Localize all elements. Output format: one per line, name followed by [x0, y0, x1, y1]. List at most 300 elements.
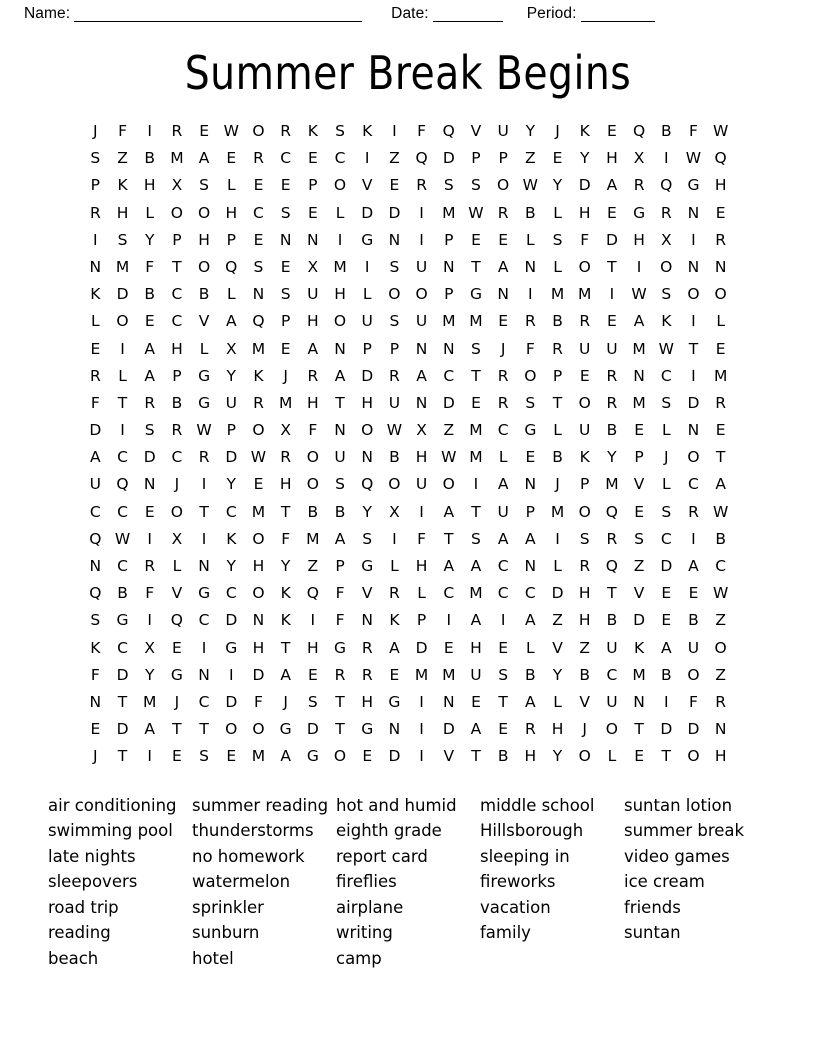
grid-cell[interactable]: I — [528, 285, 533, 304]
grid-cell[interactable]: G — [306, 747, 319, 766]
grid-cell[interactable]: C — [117, 557, 128, 575]
word-list-item[interactable]: no homework — [192, 846, 305, 866]
grid-cell[interactable]: I — [636, 257, 642, 276]
grid-cell[interactable]: X — [171, 176, 183, 195]
grid-cell[interactable]: P — [362, 339, 372, 358]
grid-cell[interactable]: N — [307, 230, 319, 249]
grid-cell[interactable]: O — [333, 312, 347, 331]
grid-cell[interactable]: N — [361, 448, 374, 467]
word-list-item[interactable]: vacation — [480, 897, 551, 917]
grid-cell[interactable]: K — [661, 312, 672, 331]
word-list-item[interactable]: video games — [624, 846, 730, 866]
grid-cell[interactable]: K — [307, 122, 318, 140]
grid-cell[interactable]: A — [443, 557, 455, 575]
grid-cell[interactable]: O — [388, 285, 401, 304]
grid-cell[interactable]: A — [416, 366, 427, 385]
grid-cell[interactable]: A — [497, 529, 509, 548]
grid-cell[interactable]: H — [252, 557, 265, 575]
grid-cell[interactable]: N — [89, 257, 102, 276]
grid-cell[interactable]: E — [253, 230, 264, 249]
grid-cell[interactable]: E — [715, 339, 726, 358]
grid-cell[interactable]: A — [144, 339, 156, 358]
word-list-item[interactable]: friends — [624, 897, 681, 917]
grid-cell[interactable]: E — [144, 312, 155, 331]
grid-cell[interactable]: S — [389, 312, 400, 331]
grid-cell[interactable]: C — [524, 584, 536, 603]
grid-cell[interactable]: T — [117, 747, 128, 766]
grid-cell[interactable]: U — [225, 393, 237, 412]
grid-cell[interactable]: B — [606, 421, 618, 440]
grid-cell[interactable]: W — [386, 421, 403, 440]
grid-cell[interactable]: H — [470, 638, 482, 657]
grid-cell[interactable]: D — [388, 203, 401, 222]
grid-cell[interactable]: S — [498, 665, 509, 684]
grid-cell[interactable]: O — [306, 475, 319, 494]
grid-cell[interactable]: M — [550, 502, 565, 521]
grid-cell[interactable]: R — [253, 149, 264, 168]
grid-cell[interactable]: I — [228, 665, 234, 684]
grid-cell[interactable]: H — [361, 692, 374, 711]
grid-cell[interactable]: A — [334, 366, 346, 385]
grid-cell[interactable]: R — [389, 584, 400, 603]
grid-cell[interactable]: E — [172, 747, 182, 766]
grid-cell[interactable]: A — [525, 529, 536, 548]
grid-cell[interactable]: O — [687, 747, 700, 766]
grid-cell[interactable]: I — [691, 230, 696, 249]
word-list-item[interactable]: writing — [336, 923, 393, 943]
grid-cell[interactable]: N — [415, 393, 428, 412]
grid-cell[interactable]: I — [691, 366, 696, 385]
grid-cell[interactable]: S — [199, 747, 210, 766]
grid-cell[interactable]: L — [118, 366, 127, 385]
grid-cell[interactable]: H — [578, 584, 591, 603]
grid-cell[interactable]: N — [388, 230, 401, 249]
grid-cell[interactable]: I — [147, 529, 152, 548]
grid-cell[interactable]: P — [471, 149, 481, 168]
grid-cell[interactable]: O — [170, 203, 183, 222]
grid-cell[interactable]: Y — [552, 176, 563, 195]
grid-cell[interactable]: M — [115, 257, 130, 276]
grid-cell[interactable]: E — [661, 584, 672, 603]
grid-cell[interactable]: C — [171, 312, 183, 331]
word-list-item[interactable]: eighth grade — [336, 821, 442, 841]
grid-cell[interactable]: H — [171, 339, 183, 358]
grid-cell[interactable]: I — [120, 421, 125, 440]
grid-cell[interactable]: E — [253, 176, 264, 195]
grid-cell[interactable]: O — [497, 176, 510, 195]
grid-cell[interactable]: S — [471, 339, 481, 358]
grid-cell[interactable]: D — [89, 421, 102, 440]
grid-cell[interactable]: A — [688, 557, 699, 575]
grid-cell[interactable]: S — [443, 176, 454, 195]
grid-cell[interactable]: U — [415, 312, 428, 331]
grid-cell[interactable]: I — [663, 692, 669, 711]
grid-cell[interactable]: D — [361, 366, 374, 385]
grid-cell[interactable]: Y — [144, 665, 155, 684]
grid-cell[interactable]: E — [607, 312, 617, 331]
grid-cell[interactable]: H — [279, 475, 292, 494]
grid-cell[interactable]: C — [171, 285, 183, 304]
grid-cell[interactable]: H — [633, 230, 645, 249]
grid-cell[interactable]: X — [171, 529, 183, 548]
grid-cell[interactable]: R — [606, 529, 618, 548]
grid-cell[interactable]: D — [225, 448, 238, 467]
grid-cell[interactable]: M — [442, 312, 456, 331]
grid-cell[interactable]: W — [658, 339, 674, 358]
grid-cell[interactable]: E — [634, 747, 644, 766]
grid-cell[interactable]: Q — [442, 122, 455, 140]
grid-cell[interactable]: L — [172, 557, 182, 575]
word-list-item[interactable]: hot and humid — [336, 795, 457, 815]
grid-cell[interactable]: B — [525, 665, 536, 684]
grid-cell[interactable]: A — [443, 502, 455, 521]
grid-cell[interactable]: D — [306, 720, 319, 739]
grid-cell[interactable]: D — [361, 203, 374, 222]
grid-cell[interactable]: M — [170, 149, 184, 168]
word-list-item[interactable]: camp — [336, 949, 382, 969]
grid-cell[interactable]: P — [226, 230, 236, 249]
grid-cell[interactable]: H — [252, 638, 265, 657]
grid-cell[interactable]: E — [498, 312, 509, 331]
grid-cell[interactable]: G — [687, 176, 700, 195]
grid-cell[interactable]: N — [252, 285, 265, 304]
grid-cell[interactable]: S — [144, 421, 155, 440]
grid-cell[interactable]: R — [579, 557, 591, 575]
grid-cell[interactable]: N — [687, 421, 700, 440]
grid-cell[interactable]: E — [280, 339, 291, 358]
grid-cell[interactable]: E — [688, 584, 699, 603]
grid-cell[interactable]: L — [553, 257, 562, 276]
grid-cell[interactable]: W — [114, 529, 131, 548]
grid-cell[interactable]: N — [415, 339, 428, 358]
grid-cell[interactable]: H — [714, 747, 727, 766]
grid-cell[interactable]: O — [252, 122, 265, 140]
grid-cell[interactable]: T — [117, 393, 128, 412]
grid-cell[interactable]: C — [117, 502, 128, 521]
grid-cell[interactable]: P — [90, 176, 101, 195]
grid-cell[interactable]: D — [116, 665, 129, 684]
grid-cell[interactable]: A — [144, 720, 156, 739]
grid-cell[interactable]: A — [715, 475, 726, 494]
grid-cell[interactable]: U — [579, 421, 591, 440]
grid-cell[interactable]: E — [389, 665, 400, 684]
grid-cell[interactable]: P — [634, 448, 644, 467]
grid-cell[interactable]: H — [524, 747, 537, 766]
grid-cell[interactable]: U — [415, 475, 428, 494]
grid-cell[interactable]: R — [307, 366, 319, 385]
grid-cell[interactable]: R — [497, 203, 509, 222]
grid-cell[interactable]: B — [171, 393, 183, 412]
grid-cell[interactable]: T — [634, 720, 644, 739]
grid-cell[interactable]: C — [225, 502, 237, 521]
grid-cell[interactable]: A — [280, 747, 291, 766]
name-write-line[interactable] — [74, 8, 362, 22]
grid-cell[interactable]: P — [335, 557, 345, 575]
grid-cell[interactable]: T — [498, 692, 508, 711]
grid-cell[interactable]: A — [389, 638, 400, 657]
grid-cell[interactable]: E — [280, 176, 291, 195]
grid-cell[interactable]: L — [417, 584, 426, 603]
grid-cell[interactable]: Z — [443, 421, 455, 440]
grid-cell[interactable]: L — [145, 203, 155, 222]
grid-cell[interactable]: H — [415, 448, 428, 467]
grid-cell[interactable]: N — [633, 366, 645, 385]
grid-cell[interactable]: O — [225, 720, 238, 739]
grid-cell[interactable]: Q — [714, 149, 727, 168]
grid-cell[interactable]: E — [90, 339, 101, 358]
grid-cell[interactable]: F — [525, 339, 535, 358]
grid-cell[interactable]: J — [283, 366, 288, 385]
grid-cell[interactable]: K — [90, 285, 101, 304]
grid-cell[interactable]: F — [90, 393, 100, 412]
grid-cell[interactable]: R — [89, 366, 101, 385]
grid-cell[interactable]: G — [198, 366, 211, 385]
grid-cell[interactable]: Y — [552, 747, 563, 766]
grid-cell[interactable]: N — [334, 421, 346, 440]
grid-cell[interactable]: A — [334, 529, 346, 548]
grid-cell[interactable]: M — [469, 448, 483, 467]
grid-cell[interactable]: H — [361, 393, 374, 412]
grid-cell[interactable]: R — [280, 448, 292, 467]
word-list-item[interactable]: summer reading — [192, 795, 329, 815]
grid-cell[interactable]: S — [579, 529, 590, 548]
word-list-item[interactable]: late nights — [48, 846, 136, 866]
grid-cell[interactable]: G — [361, 557, 374, 575]
grid-cell[interactable]: Q — [252, 312, 265, 331]
grid-cell[interactable]: Q — [605, 557, 618, 575]
grid-cell[interactable]: H — [198, 230, 210, 249]
word-list-item[interactable]: family — [480, 923, 531, 943]
grid-cell[interactable]: N — [497, 285, 509, 304]
grid-cell[interactable]: N — [524, 475, 537, 494]
grid-cell[interactable]: I — [201, 529, 207, 548]
grid-cell[interactable]: F — [417, 122, 427, 140]
grid-cell[interactable]: S — [90, 611, 101, 630]
grid-cell[interactable]: K — [90, 638, 101, 657]
grid-cell[interactable]: Q — [89, 529, 102, 548]
grid-cell[interactable]: H — [307, 638, 319, 657]
grid-cell[interactable]: D — [415, 638, 428, 657]
grid-cell[interactable]: T — [172, 720, 182, 739]
grid-cell[interactable]: Z — [389, 149, 400, 168]
grid-cell[interactable]: O — [252, 720, 265, 739]
word-list-item[interactable]: sunburn — [192, 923, 260, 943]
grid-cell[interactable]: P — [444, 230, 454, 249]
grid-cell[interactable]: L — [526, 638, 535, 657]
grid-cell[interactable]: R — [660, 203, 672, 222]
grid-cell[interactable]: I — [120, 339, 125, 358]
grid-cell[interactable]: D — [687, 720, 700, 739]
grid-cell[interactable]: E — [226, 747, 237, 766]
grid-cell[interactable]: R — [497, 393, 509, 412]
grid-cell[interactable]: D — [116, 720, 129, 739]
grid-cell[interactable]: D — [442, 149, 455, 168]
grid-cell[interactable]: C — [117, 448, 128, 467]
grid-cell[interactable]: I — [663, 149, 669, 168]
grid-cell[interactable]: K — [362, 122, 373, 140]
grid-cell[interactable]: A — [633, 312, 645, 331]
grid-cell[interactable]: A — [660, 638, 672, 657]
grid-cell[interactable]: O — [116, 312, 129, 331]
grid-cell[interactable]: J — [500, 339, 506, 358]
grid-cell[interactable]: D — [551, 584, 564, 603]
grid-cell[interactable]: E — [443, 638, 454, 657]
grid-cell[interactable]: R — [144, 393, 156, 412]
grid-cell[interactable]: M — [713, 366, 728, 385]
grid-cell[interactable]: X — [416, 421, 427, 440]
grid-cell[interactable]: L — [553, 421, 562, 440]
grid-cell[interactable]: V — [633, 475, 645, 494]
grid-cell[interactable]: J — [283, 692, 288, 711]
grid-cell[interactable]: C — [225, 584, 237, 603]
grid-cell[interactable]: G — [198, 393, 211, 412]
grid-cell[interactable]: R — [715, 230, 727, 249]
grid-cell[interactable]: I — [419, 747, 424, 766]
word-list-item[interactable]: Hillsborough — [480, 821, 584, 841]
grid-cell[interactable]: L — [362, 285, 372, 304]
grid-cell[interactable]: L — [553, 557, 562, 575]
grid-cell[interactable]: R — [524, 720, 536, 739]
word-list-item[interactable]: report card — [336, 846, 428, 866]
grid-cell[interactable]: G — [225, 638, 238, 657]
grid-cell[interactable]: U — [606, 692, 618, 711]
word-list-item[interactable]: ice cream — [624, 872, 705, 892]
grid-cell[interactable]: P — [308, 176, 318, 195]
grid-cell[interactable]: N — [524, 257, 537, 276]
grid-cell[interactable]: Y — [280, 557, 291, 575]
grid-cell[interactable]: T — [715, 448, 726, 467]
grid-cell[interactable]: T — [335, 393, 345, 412]
grid-cell[interactable]: V — [198, 312, 210, 331]
grid-cell[interactable]: H — [578, 203, 591, 222]
grid-cell[interactable]: H — [578, 611, 591, 630]
grid-cell[interactable]: B — [497, 747, 509, 766]
grid-cell[interactable]: D — [660, 720, 673, 739]
grid-cell[interactable]: T — [607, 584, 617, 603]
grid-cell[interactable]: E — [90, 720, 101, 739]
grid-cell[interactable]: Q — [415, 149, 428, 168]
grid-cell[interactable]: J — [663, 448, 669, 467]
grid-cell[interactable]: I — [419, 203, 424, 222]
grid-cell[interactable]: Z — [552, 611, 563, 630]
grid-cell[interactable]: R — [280, 122, 292, 140]
grid-cell[interactable]: M — [251, 747, 266, 766]
grid-cell[interactable]: U — [361, 312, 373, 331]
grid-cell[interactable]: V — [361, 584, 373, 603]
grid-cell[interactable]: X — [144, 638, 156, 657]
grid-cell[interactable]: D — [225, 611, 238, 630]
grid-cell[interactable]: T — [471, 366, 481, 385]
grid-cell[interactable]: A — [525, 692, 536, 711]
grid-cell[interactable]: D — [143, 448, 156, 467]
grid-cell[interactable]: T — [199, 502, 209, 521]
grid-cell[interactable]: S — [552, 230, 563, 249]
grid-cell[interactable]: N — [279, 230, 292, 249]
grid-cell[interactable]: I — [691, 529, 696, 548]
grid-cell[interactable]: N — [714, 257, 727, 276]
grid-cell[interactable]: Y — [525, 122, 536, 140]
grid-cell[interactable]: V — [579, 692, 591, 711]
grid-cell[interactable]: S — [117, 230, 128, 249]
grid-cell[interactable]: C — [198, 692, 210, 711]
grid-cell[interactable]: S — [471, 176, 481, 195]
grid-cell[interactable]: L — [390, 557, 399, 575]
grid-cell[interactable]: P — [280, 312, 291, 331]
grid-cell[interactable]: W — [196, 421, 212, 440]
grid-cell[interactable]: H — [415, 557, 428, 575]
grid-cell[interactable]: N — [687, 203, 700, 222]
grid-cell[interactable]: N — [198, 665, 210, 684]
grid-cell[interactable]: P — [580, 475, 590, 494]
grid-cell[interactable]: X — [660, 230, 672, 249]
word-list-item[interactable]: air conditioning — [48, 795, 177, 815]
grid-cell[interactable]: K — [226, 529, 237, 548]
grid-cell[interactable]: R — [606, 393, 618, 412]
grid-cell[interactable]: I — [364, 149, 370, 168]
grid-cell[interactable]: X — [633, 149, 645, 168]
grid-cell[interactable]: F — [281, 529, 291, 548]
grid-cell[interactable]: O — [687, 448, 700, 467]
grid-cell[interactable]: I — [500, 611, 506, 630]
grid-cell[interactable]: G — [388, 692, 401, 711]
grid-cell[interactable]: I — [419, 502, 424, 521]
grid-cell[interactable]: B — [117, 584, 128, 603]
grid-cell[interactable]: T — [471, 747, 481, 766]
grid-cell[interactable]: W — [712, 502, 729, 521]
grid-cell[interactable]: S — [471, 529, 481, 548]
grid-cell[interactable]: D — [578, 176, 591, 195]
grid-cell[interactable]: R — [715, 393, 727, 412]
grid-cell[interactable]: O — [578, 257, 591, 276]
grid-cell[interactable]: O — [306, 448, 319, 467]
grid-cell[interactable]: R — [416, 176, 427, 195]
grid-cell[interactable]: R — [579, 312, 591, 331]
grid-cell[interactable]: Q — [361, 475, 374, 494]
grid-cell[interactable]: D — [605, 230, 618, 249]
grid-cell[interactable]: K — [579, 122, 590, 140]
grid-cell[interactable]: Q — [170, 611, 183, 630]
grid-cell[interactable]: M — [632, 339, 646, 358]
grid-cell[interactable]: C — [171, 448, 183, 467]
grid-cell[interactable]: R — [688, 502, 699, 521]
grid-cell[interactable]: N — [89, 557, 102, 575]
grid-cell[interactable]: Q — [632, 122, 646, 140]
grid-cell[interactable]: L — [526, 230, 535, 249]
word-list-item[interactable]: sleepovers — [48, 872, 138, 892]
grid-cell[interactable]: N — [442, 339, 455, 358]
grid-cell[interactable]: L — [226, 176, 236, 195]
grid-cell[interactable]: R — [89, 203, 101, 222]
grid-cell[interactable]: E — [307, 203, 318, 222]
grid-cell[interactable]: M — [143, 692, 157, 711]
grid-cell[interactable]: G — [170, 665, 183, 684]
grid-cell[interactable]: L — [199, 339, 209, 358]
grid-cell[interactable]: L — [335, 203, 345, 222]
grid-cell[interactable]: O — [252, 584, 265, 603]
grid-cell[interactable]: D — [442, 393, 455, 412]
grid-cell[interactable]: M — [632, 393, 646, 412]
grid-cell[interactable]: G — [633, 203, 646, 222]
grid-cell[interactable]: B — [144, 149, 156, 168]
grid-cell[interactable]: V — [633, 584, 645, 603]
grid-cell[interactable]: O — [388, 475, 401, 494]
grid-cell[interactable]: J — [174, 475, 180, 494]
word-list-item[interactable]: reading — [48, 923, 111, 943]
grid-cell[interactable]: N — [687, 257, 700, 276]
grid-cell[interactable]: A — [144, 366, 156, 385]
grid-cell[interactable]: I — [337, 230, 343, 249]
word-list-item[interactable]: road trip — [48, 897, 119, 917]
